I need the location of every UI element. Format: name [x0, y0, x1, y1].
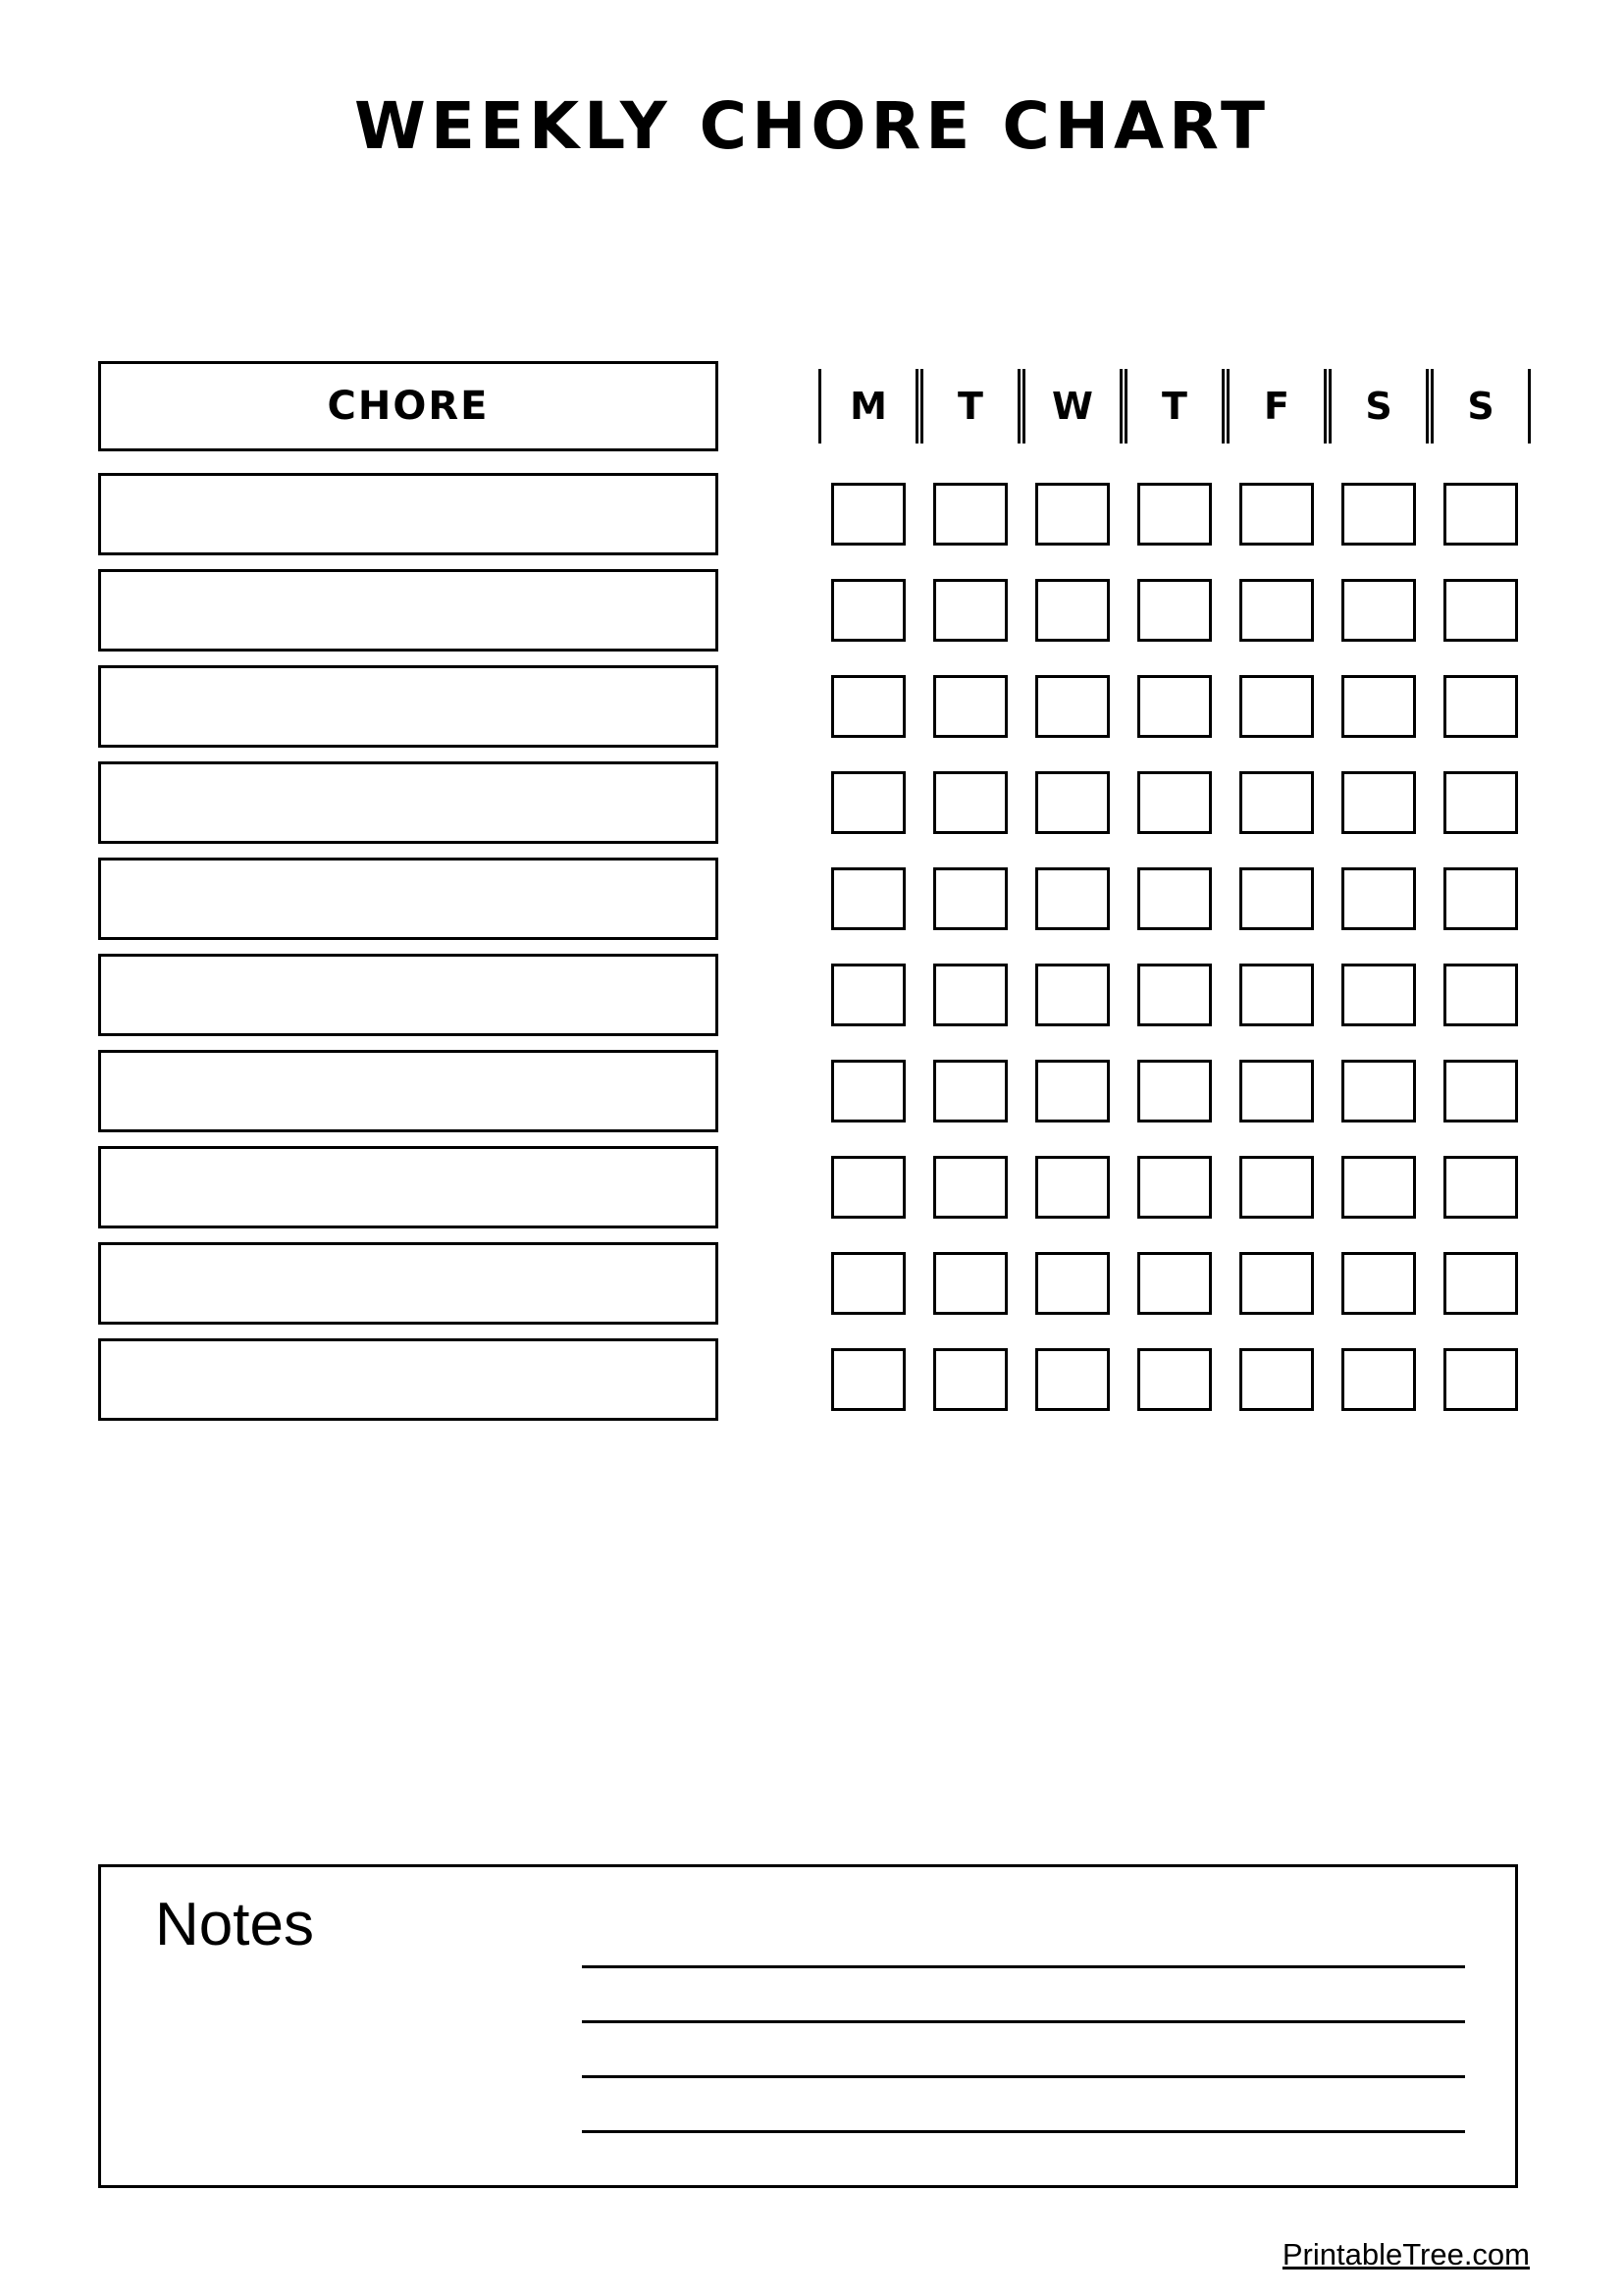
- checkbox-wednesday[interactable]: [1035, 1156, 1110, 1219]
- checkbox-group: [734, 771, 1518, 834]
- checkbox-sunday[interactable]: [1443, 771, 1518, 834]
- checkbox-thursday[interactable]: [1137, 771, 1212, 834]
- checkbox-wednesday[interactable]: [1035, 1348, 1110, 1411]
- checkbox-tuesday[interactable]: [933, 483, 1008, 546]
- day-headers-group: [734, 369, 1518, 444]
- checkbox-tuesday[interactable]: [933, 771, 1008, 834]
- checkbox-sunday[interactable]: [1443, 1348, 1518, 1411]
- checkbox-wednesday[interactable]: [1035, 1252, 1110, 1315]
- checkbox-sunday[interactable]: [1443, 1252, 1518, 1315]
- checkbox-monday[interactable]: [831, 771, 906, 834]
- table-row: [98, 1050, 1518, 1132]
- checkbox-tuesday[interactable]: [933, 1252, 1008, 1315]
- table-header-row: [98, 361, 1518, 451]
- table-row: [98, 858, 1518, 940]
- checkbox-thursday[interactable]: [1137, 1156, 1212, 1219]
- chore-name-field[interactable]: [98, 761, 718, 844]
- checkbox-friday[interactable]: [1239, 1252, 1314, 1315]
- checkbox-sunday[interactable]: [1443, 483, 1518, 546]
- checkbox-saturday[interactable]: [1341, 1348, 1416, 1411]
- checkbox-thursday[interactable]: [1137, 1348, 1212, 1411]
- notes-write-line[interactable]: [582, 2020, 1465, 2023]
- table-row: [98, 1146, 1518, 1228]
- notes-section[interactable]: [98, 1864, 1518, 2188]
- checkbox-monday[interactable]: [831, 964, 906, 1026]
- table-row: [98, 1338, 1518, 1421]
- checkbox-saturday[interactable]: [1341, 483, 1416, 546]
- checkbox-friday[interactable]: [1239, 483, 1314, 546]
- checkbox-wednesday[interactable]: [1035, 675, 1110, 738]
- checkbox-tuesday[interactable]: [933, 867, 1008, 930]
- checkbox-wednesday[interactable]: [1035, 483, 1110, 546]
- checkbox-friday[interactable]: [1239, 867, 1314, 930]
- checkbox-sunday[interactable]: [1443, 867, 1518, 930]
- day-header-monday: M: [831, 369, 906, 444]
- checkbox-saturday[interactable]: [1341, 867, 1416, 930]
- checkbox-monday[interactable]: [831, 1252, 906, 1315]
- checkbox-group: [734, 1060, 1518, 1122]
- day-header-sunday: S: [1443, 369, 1518, 444]
- checkbox-saturday[interactable]: [1341, 964, 1416, 1026]
- notes-write-line[interactable]: [582, 2130, 1465, 2133]
- checkbox-thursday[interactable]: [1137, 579, 1212, 642]
- checkbox-group: [734, 867, 1518, 930]
- checkbox-wednesday[interactable]: [1035, 579, 1110, 642]
- checkbox-saturday[interactable]: [1341, 579, 1416, 642]
- checkbox-wednesday[interactable]: [1035, 964, 1110, 1026]
- day-header-friday: F: [1239, 369, 1314, 444]
- checkbox-wednesday[interactable]: [1035, 771, 1110, 834]
- checkbox-wednesday[interactable]: [1035, 867, 1110, 930]
- checkbox-sunday[interactable]: [1443, 1156, 1518, 1219]
- chore-chart-table: [98, 361, 1518, 1435]
- checkbox-sunday[interactable]: [1443, 675, 1518, 738]
- notes-write-line[interactable]: [582, 1965, 1465, 1968]
- checkbox-tuesday[interactable]: [933, 579, 1008, 642]
- table-row: [98, 665, 1518, 748]
- checkbox-group: [734, 1348, 1518, 1411]
- checkbox-friday[interactable]: [1239, 964, 1314, 1026]
- chore-name-field[interactable]: [98, 1242, 718, 1325]
- checkbox-group: [734, 579, 1518, 642]
- checkbox-group: [734, 1156, 1518, 1219]
- table-row: [98, 1242, 1518, 1325]
- checkbox-wednesday[interactable]: [1035, 1060, 1110, 1122]
- day-header-tuesday: T: [933, 369, 1008, 444]
- notes-lines-group: [582, 1965, 1465, 2133]
- checkbox-sunday[interactable]: [1443, 579, 1518, 642]
- checkbox-friday[interactable]: [1239, 1060, 1314, 1122]
- checkbox-thursday[interactable]: [1137, 1252, 1212, 1315]
- chore-name-field[interactable]: [98, 1338, 718, 1421]
- checkbox-tuesday[interactable]: [933, 675, 1008, 738]
- checkbox-saturday[interactable]: [1341, 1156, 1416, 1219]
- checkbox-tuesday[interactable]: [933, 964, 1008, 1026]
- checkbox-saturday[interactable]: [1341, 1060, 1416, 1122]
- checkbox-group: [734, 964, 1518, 1026]
- page-title: WEEKLY CHORE CHART: [354, 88, 1270, 164]
- checkbox-monday[interactable]: [831, 579, 906, 642]
- checkbox-saturday[interactable]: [1341, 771, 1416, 834]
- chore-name-field[interactable]: [98, 665, 718, 748]
- table-row: [98, 473, 1518, 555]
- day-header-thursday: T: [1137, 369, 1212, 444]
- chore-name-field[interactable]: [98, 1146, 718, 1228]
- checkbox-friday[interactable]: [1239, 771, 1314, 834]
- chore-name-field[interactable]: [98, 1050, 718, 1132]
- chore-name-field[interactable]: [98, 954, 718, 1036]
- table-row: [98, 761, 1518, 844]
- checkbox-saturday[interactable]: [1341, 675, 1416, 738]
- checkbox-tuesday[interactable]: [933, 1156, 1008, 1219]
- checkbox-saturday[interactable]: [1341, 1252, 1416, 1315]
- checkbox-thursday[interactable]: [1137, 1060, 1212, 1122]
- notes-label: Notes: [155, 1891, 314, 1958]
- chore-name-field[interactable]: [98, 569, 718, 652]
- checkbox-group: [734, 675, 1518, 738]
- day-header-saturday: S: [1341, 369, 1416, 444]
- chore-name-field[interactable]: [98, 473, 718, 555]
- checkbox-monday[interactable]: [831, 867, 906, 930]
- chore-column-header: CHORE: [98, 361, 718, 451]
- checkbox-friday[interactable]: [1239, 579, 1314, 642]
- checkbox-thursday[interactable]: [1137, 483, 1212, 546]
- checkbox-monday[interactable]: [831, 1156, 906, 1219]
- checkbox-tuesday[interactable]: [933, 1060, 1008, 1122]
- checkbox-thursday[interactable]: [1137, 867, 1212, 930]
- checkbox-friday[interactable]: [1239, 1156, 1314, 1219]
- day-header-wednesday: W: [1035, 369, 1110, 444]
- table-row: [98, 954, 1518, 1036]
- checkbox-friday[interactable]: [1239, 1348, 1314, 1411]
- checkbox-monday[interactable]: [831, 1060, 906, 1122]
- notes-write-line[interactable]: [582, 2075, 1465, 2078]
- checkbox-group: [734, 1252, 1518, 1315]
- table-row: [98, 569, 1518, 652]
- checkbox-sunday[interactable]: [1443, 964, 1518, 1026]
- checkbox-friday[interactable]: [1239, 675, 1314, 738]
- checkbox-sunday[interactable]: [1443, 1060, 1518, 1122]
- checkbox-monday[interactable]: [831, 675, 906, 738]
- checkbox-thursday[interactable]: [1137, 675, 1212, 738]
- checkbox-monday[interactable]: [831, 1348, 906, 1411]
- footer-credit[interactable]: PrintableTree.com: [1282, 2237, 1530, 2271]
- checkbox-group: [734, 483, 1518, 546]
- checkbox-monday[interactable]: [831, 483, 906, 546]
- chore-name-field[interactable]: [98, 858, 718, 940]
- checkbox-tuesday[interactable]: [933, 1348, 1008, 1411]
- checkbox-thursday[interactable]: [1137, 964, 1212, 1026]
